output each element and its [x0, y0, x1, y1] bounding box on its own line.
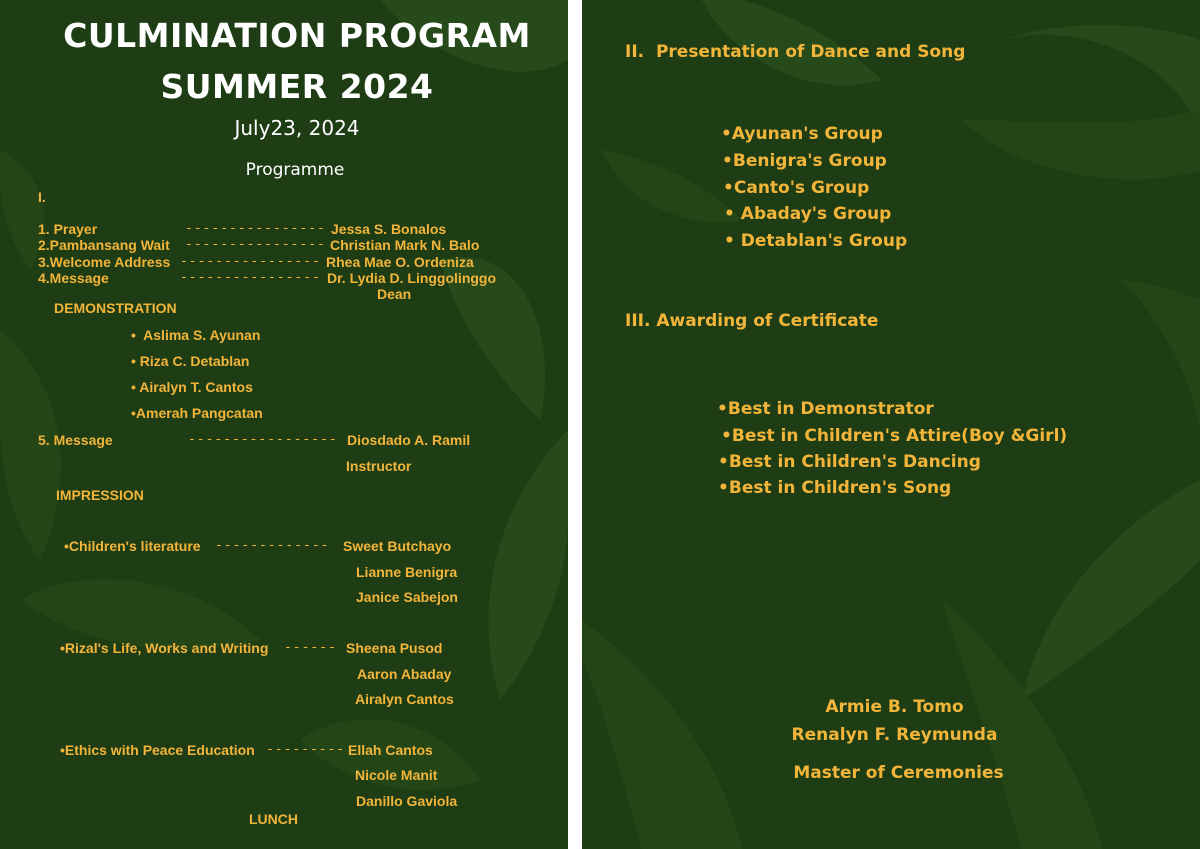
group-item: •Benigra's Group — [722, 151, 887, 171]
section-3-heading: III. Awarding of Certificate — [625, 311, 879, 331]
award-item: •Best in Children's Attire(Boy &Girl) — [721, 426, 1068, 446]
dotted-leader: ---------------- — [180, 254, 321, 269]
emcee-role: Master of Ceremonies — [793, 763, 1004, 783]
group-item: • Detablan's Group — [724, 231, 908, 251]
group-item: •Ayunan's Group — [721, 124, 883, 144]
demonstrator-name: • Riza C. Detablan — [131, 353, 250, 369]
item-person: Jessa S. Bonalos — [331, 221, 447, 237]
program-left-page — [0, 0, 568, 849]
program-title-line-1: CULMINATION PROGRAM — [63, 16, 531, 55]
item-label: 1. Prayer — [38, 221, 98, 237]
item-person: Christian Mark N. Balo — [330, 237, 480, 253]
item-label: 4.Message — [38, 270, 109, 286]
impression-person: Danillo Gaviola — [356, 793, 458, 809]
demonstrator-name: •Amerah Pangcatan — [131, 405, 263, 421]
impression-person: Airalyn Cantos — [355, 691, 454, 707]
group-item: •Canto's Group — [723, 178, 870, 198]
message-5-label: 5. Message — [38, 432, 113, 448]
dotted-leader: ---------------- — [185, 237, 326, 252]
impression-person: Nicole Manit — [355, 767, 438, 783]
impression-person: Lianne Benigra — [356, 564, 458, 580]
award-item: •Best in Demonstrator — [717, 399, 934, 419]
demonstrator-name: • Aslima S. Ayunan — [131, 327, 261, 343]
impression-label: •Children's literature — [64, 538, 201, 554]
item-person: Dr. Lydia D. Linggolinggo — [327, 270, 497, 286]
impression-person: Aaron Abaday — [357, 666, 452, 682]
emcee-name: Armie B. Tomo — [825, 697, 964, 717]
dotted-leader: ---------------- — [180, 270, 321, 285]
dotted-leader: ----------------- — [188, 432, 338, 447]
leaf-background-decoration — [582, 0, 1200, 849]
dotted-leader: --------- — [266, 742, 346, 757]
program-date: July23, 2024 — [234, 116, 360, 140]
group-item: • Abaday's Group — [724, 204, 892, 224]
dotted-leader: ---------------- — [185, 221, 326, 236]
part-one-label: I. — [38, 189, 46, 205]
impression-person: Ellah Cantos — [348, 742, 433, 758]
program-right-page — [582, 0, 1200, 849]
impression-person: Sweet Butchayo — [343, 538, 452, 554]
demonstration-heading: DEMONSTRATION — [54, 300, 177, 316]
message-5-role: Instructor — [346, 458, 412, 474]
impression-label: •Rizal's Life, Works and Writing — [60, 640, 269, 656]
award-item: •Best in Children's Song — [718, 478, 952, 498]
program-title-line-2: SUMMER 2024 — [160, 67, 434, 106]
impression-person: Sheena Pusod — [346, 640, 443, 656]
demonstrator-name: • Airalyn T. Cantos — [131, 379, 253, 395]
programme-heading: Programme — [245, 160, 345, 180]
item-label: 3.Welcome Address — [38, 254, 171, 270]
item-person: Rhea Mae O. Ordeniza — [326, 254, 474, 270]
impression-person: Janice Sabejon — [356, 589, 458, 605]
section-2-heading: II. Presentation of Dance and Song — [625, 42, 966, 62]
dotted-leader: ------ — [284, 640, 337, 655]
award-item: •Best in Children's Dancing — [718, 452, 981, 472]
item-label: 2.Pambansang Wait — [38, 237, 170, 253]
impression-label: •Ethics with Peace Education — [60, 742, 255, 758]
message-5-person: Diosdado A. Ramil — [347, 432, 471, 448]
impression-heading: IMPRESSION — [56, 487, 144, 503]
item-role: Dean — [377, 286, 412, 302]
dotted-leader: ------------- — [215, 538, 330, 553]
lunch-label: LUNCH — [249, 811, 298, 827]
emcee-name: Renalyn F. Reymunda — [791, 725, 998, 745]
